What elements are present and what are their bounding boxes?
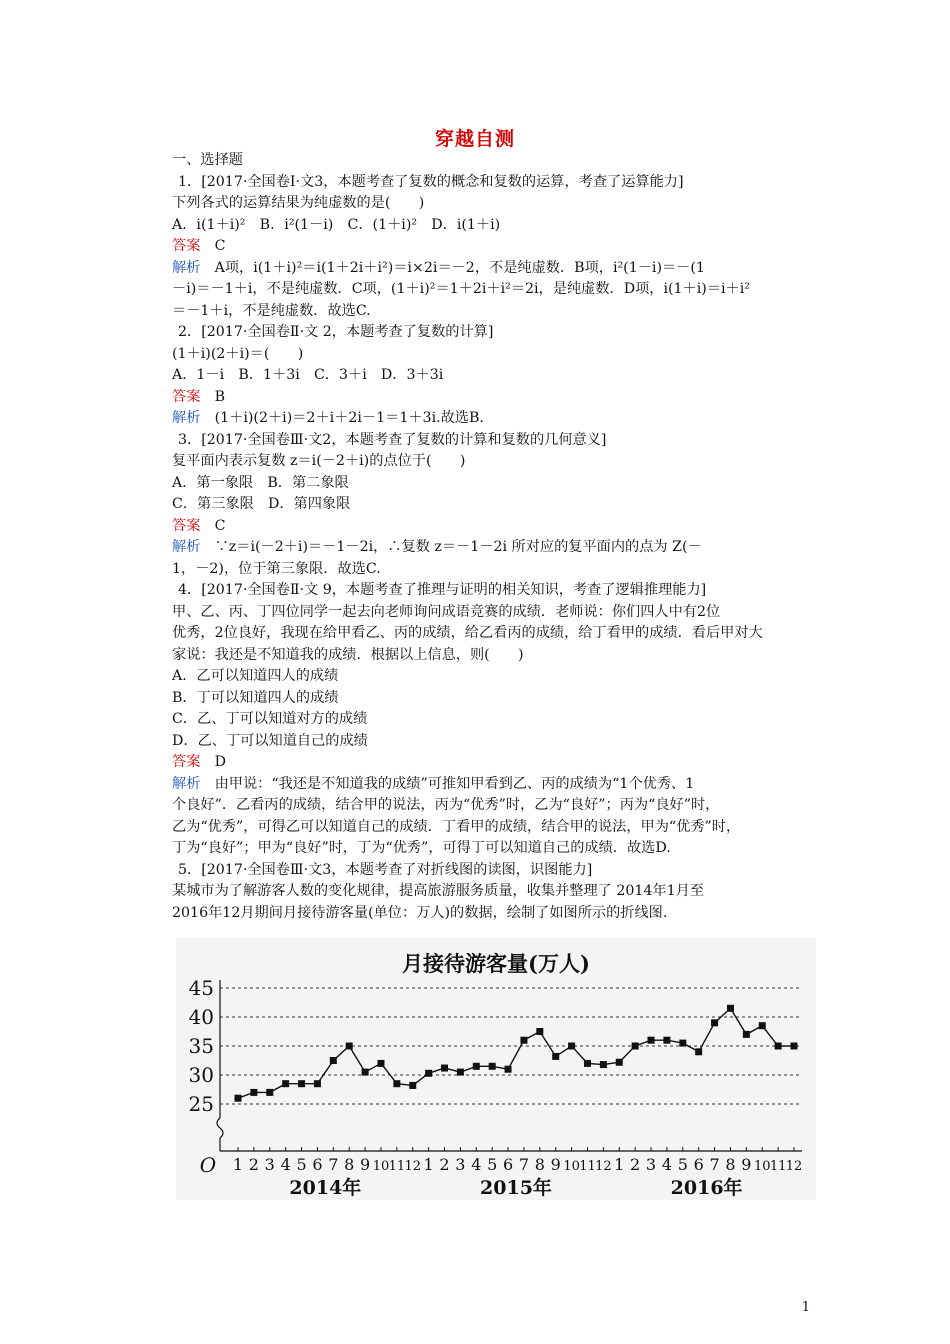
data-point [791, 1043, 798, 1050]
x-tick-label: 10 [753, 1159, 771, 1174]
data-point [568, 1043, 575, 1050]
q1-answer-label: 答案 [172, 238, 201, 254]
data-point [457, 1069, 464, 1076]
data-point [520, 1037, 527, 1044]
x-tick-label: 12 [404, 1159, 422, 1174]
q3-answer: C [214, 517, 226, 534]
q4-option-b: B．丁可以知道四人的成绩 [172, 689, 339, 706]
q3-analysis-line: ∵z＝i(－2＋i)＝－1－2i，∴复数 z＝－1－2i 所对应的复平面内的点为 Z(－ [214, 539, 702, 555]
data-point [330, 1057, 337, 1064]
data-point [743, 1031, 750, 1038]
x-tick-label: 8 [534, 1155, 545, 1174]
q4-option-a: A．乙可以知道四人的成绩 [172, 668, 339, 684]
q4-header: 4．[2017·全国卷Ⅱ·文 9，本题考查了推理与证明的相关知识，考查了逻辑推理能力] [178, 582, 707, 598]
q1-answer: C [214, 238, 226, 254]
y-tick-label: 40 [188, 1005, 214, 1029]
x-tick-label: 7 [518, 1155, 530, 1174]
data-point [298, 1080, 305, 1087]
x-tick-label: 5 [487, 1155, 498, 1174]
chart-title: 月接待游客量(万人) [402, 951, 590, 976]
x-tick-label: 9 [550, 1155, 561, 1174]
data-point [584, 1060, 591, 1067]
data-point [489, 1063, 496, 1070]
q4-option-d: D．乙、丁可以知道自己的成绩 [172, 732, 368, 749]
x-tick-label: 5 [677, 1155, 688, 1174]
y-tick-label: 35 [188, 1034, 214, 1058]
document-body [172, 150, 824, 924]
data-point [362, 1069, 369, 1076]
data-point [505, 1066, 512, 1073]
q1-analysis-label: 解析 [172, 259, 201, 276]
x-tick-label: 6 [502, 1155, 514, 1174]
page-number: 1 [801, 1300, 810, 1315]
q5-header: 5．[2017·全国卷Ⅲ·文3，本题考查了对折线图的读图，识图能力] [178, 861, 593, 878]
q5-stem: 2016年12月期间月接待游客量(单位：万人)的数据，绘制了如图所示的折线图. [172, 904, 668, 921]
line-chart [176, 938, 816, 1200]
series-line [238, 1008, 794, 1098]
year-label: 2015年 [480, 1177, 552, 1199]
q5-stem: 某城市为了解游客人数的变化规律，提高旅游服务质量，收集并整理了 2014年1月至 [172, 883, 705, 899]
q4-analysis-label: 解析 [172, 775, 201, 792]
y-tick-label: 25 [188, 1092, 214, 1116]
q3-options: A．第一象限 B．第二象限 [172, 474, 349, 491]
q1-options: A．i(1＋i)² B．i²(1－i) C．(1＋i)² D．i(1＋i) [172, 216, 501, 233]
q4-stem: 甲、乙、丙、丁四位同学一起去向老师询问成语竞赛的成绩．老师说：你们四人中有2位 [172, 603, 721, 620]
x-tick-label: 3 [455, 1155, 466, 1174]
x-tick-label: 9 [741, 1155, 752, 1174]
q4-answer: D [214, 754, 226, 770]
x-tick-label: 11 [388, 1159, 406, 1174]
y-tick-label: 45 [188, 976, 214, 1000]
q4-analysis-line: 丁为“良好”；甲为“良好”时，丁为“优秀”，可得丁可以知道自己的成绩．故选D. [172, 840, 671, 856]
x-tick-label: 2 [439, 1155, 450, 1174]
data-point [711, 1019, 718, 1026]
x-tick-label: 8 [344, 1155, 355, 1174]
data-point [346, 1043, 353, 1050]
q1-stem: 下列各式的运算结果为纯虚数的是( ) [172, 195, 425, 211]
x-tick-label: 6 [693, 1155, 704, 1174]
grid-layer [220, 988, 800, 1104]
data-point [393, 1080, 400, 1087]
data-point [663, 1037, 670, 1044]
data-point [679, 1040, 686, 1047]
q3-answer-label: 答案 [172, 517, 201, 534]
q2-answer-label: 答案 [172, 388, 201, 405]
year-label: 2016年 [670, 1177, 743, 1199]
q2-stem: (1＋i)(2＋i)＝( ) [172, 345, 304, 362]
x-tick-label: 11 [579, 1159, 596, 1174]
q1-analysis-line: A项，i(1＋i)²＝i(1＋2i＋i²)＝i×2i＝－2，不是纯虚数．B项，i²(1－i)＝－(1 [214, 259, 705, 276]
x-tick-label: 4 [471, 1155, 482, 1174]
section-heading: 一、选择题 [172, 152, 243, 168]
x-tick-label: 2 [248, 1155, 259, 1174]
q1-analysis-line: －i)＝－1＋i，不是纯虚数．C项，(1＋i)²＝1＋2i＋i²＝2i，是纯虚数．D项，i(1＋i)＝i＋i² [172, 281, 750, 297]
q4-analysis-line: 乙为“优秀”，可得乙可以知道自己的成绩．丁看甲的成绩，结合甲的说法，甲为“优秀”时， [172, 818, 741, 835]
data-point [632, 1043, 639, 1050]
x-tick-label: 6 [312, 1155, 323, 1174]
x-tick-label: 3 [645, 1155, 657, 1174]
data-point [759, 1022, 766, 1029]
x-tick-label: 10 [372, 1159, 390, 1174]
series-layer [235, 1005, 798, 1102]
page-title: 穿越自测 [434, 128, 515, 150]
q3-options: C．第三象限 D．第四象限 [172, 496, 351, 512]
data-point [282, 1080, 289, 1087]
q2-analysis-label: 解析 [172, 410, 201, 426]
q1-analysis-line: ＝－1＋i，不是纯虚数．故选C. [172, 302, 371, 319]
q2-analysis-line: (1＋i)(2＋i)＝2＋i＋2i－1＝1＋3i.故选B. [214, 410, 484, 426]
data-point [552, 1053, 559, 1060]
data-point [250, 1089, 257, 1096]
x-tick-label: 1 [423, 1155, 434, 1174]
q3-analysis-label: 解析 [172, 539, 201, 555]
data-point [616, 1059, 623, 1066]
x-tick-label: 4 [280, 1155, 291, 1174]
q4-stem: 优秀，2位良好，我现在给甲看乙、丙的成绩，给乙看丙的成绩，给丁看甲的成绩．看后甲对大 [172, 625, 763, 641]
data-point [314, 1080, 321, 1087]
q3-analysis-line: 1，－2)，位于第三象限．故选C. [172, 560, 381, 577]
x-tick-label: 7 [709, 1155, 720, 1174]
data-point [536, 1028, 543, 1035]
data-point [425, 1070, 432, 1077]
x-tick-label: 12 [595, 1159, 612, 1174]
data-point [695, 1048, 702, 1055]
data-point [377, 1060, 384, 1067]
label-layer [189, 976, 803, 1199]
q3-header: 3．[2017·全国卷Ⅲ·文2，本题考查了复数的计算和复数的几何意义] [178, 431, 607, 448]
data-point [441, 1065, 448, 1072]
data-point [235, 1095, 242, 1102]
axis-break-mark [217, 1118, 223, 1138]
data-point [473, 1063, 480, 1070]
x-tick-label: 7 [328, 1155, 339, 1174]
x-tick-label: 4 [661, 1155, 673, 1174]
year-label: 2014年 [289, 1177, 362, 1199]
data-point [727, 1005, 734, 1012]
q1-header: 1．[2017·全国卷Ⅰ·文3，本题考查了复数的概念和复数的运算，考查了运算能力] [178, 173, 684, 190]
x-tick-label: 1 [232, 1155, 244, 1174]
x-tick-label: 5 [296, 1155, 307, 1174]
q2-options: A．1－i B．1＋3i C．3＋i D．3＋3i [172, 367, 444, 383]
x-tick-label: 2 [630, 1155, 641, 1174]
y-tick-label: 30 [188, 1063, 214, 1087]
data-point [409, 1082, 416, 1089]
q4-option-c: C．乙、丁可以知道对方的成绩 [172, 711, 368, 727]
q2-answer: B [214, 388, 226, 405]
x-tick-label: 10 [563, 1159, 580, 1174]
q4-stem: 家说：我还是不知道我的成绩．根据以上信息，则( ) [172, 646, 524, 663]
data-point [266, 1089, 273, 1096]
q4-answer-label: 答案 [172, 754, 201, 770]
x-tick-label: 3 [264, 1155, 275, 1174]
x-tick-label: 11 [769, 1159, 787, 1174]
chart-svg [176, 938, 816, 1200]
q4-analysis-line: 由甲说：“我还是不知道我的成绩”可推知甲看到乙、丙的成绩为“1个优秀、1 [214, 775, 695, 792]
origin-label: O [199, 1153, 217, 1177]
data-point [775, 1043, 782, 1050]
x-tick-label: 12 [785, 1159, 803, 1174]
q2-header: 2．[2017·全国卷Ⅱ·文 2，本题考查了复数的计算] [178, 324, 494, 340]
data-point [648, 1037, 655, 1044]
q4-analysis-line: 个良好”．乙看丙的成绩，结合甲的说法，丙为“优秀”时，乙为“良好”；丙为“良好”时， [172, 797, 720, 813]
data-point [600, 1061, 607, 1068]
q3-stem: 复平面内表示复数 z＝i(－2＋i)的点位于( ) [172, 453, 466, 469]
x-tick-label: 1 [614, 1155, 625, 1174]
x-tick-label: 9 [359, 1155, 371, 1174]
x-tick-label: 8 [725, 1155, 736, 1174]
